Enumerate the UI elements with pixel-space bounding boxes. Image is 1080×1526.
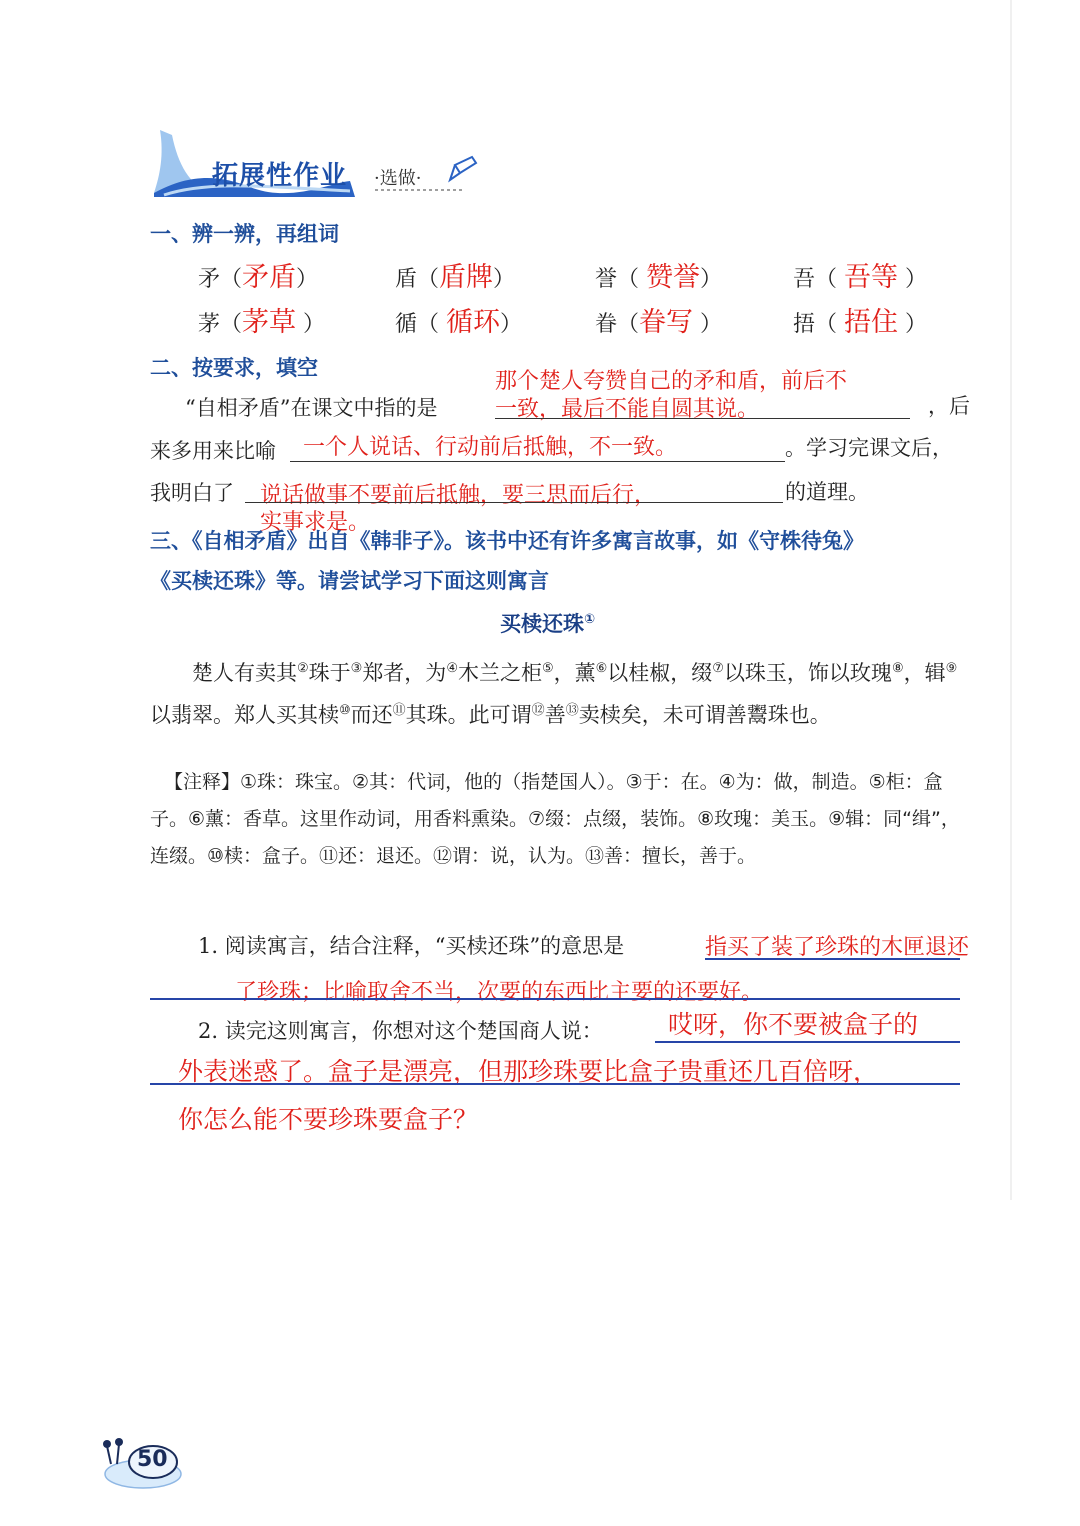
- header-subtitle: ·选做·: [374, 168, 422, 189]
- page-number: 50: [137, 1447, 168, 1472]
- prompt-text: 。学习完课文后，: [785, 436, 953, 460]
- answer-text: 外表迷惑了。盒子是漂亮，但那珍珠要比盒子贵重还几百倍呀，: [178, 1057, 879, 1086]
- word-pair: 矛（矛盾）: [198, 262, 319, 293]
- answer-text: 了珍珠；比喻取舍不当，次要的东西比主要的还要好。: [235, 980, 764, 1005]
- question-2: 2. 读完这则寓言，你想对这个楚国商人说：: [198, 1019, 603, 1043]
- prompt-text: 的道理。: [785, 480, 869, 504]
- answer-underline: [495, 418, 910, 419]
- word-pair: 誉（ 赞誉）: [595, 262, 723, 293]
- answer-underline: [290, 461, 785, 462]
- answer-underline: [655, 1041, 960, 1043]
- answer-text: 指买了装了珍珠的木匣退还: [705, 935, 970, 960]
- word-pair: 眷（眷写 ）: [595, 307, 723, 338]
- answer-text: 那个楚人夸赞自己的矛和盾，前后不: [495, 369, 848, 394]
- word-pair: 吾（ 吾等 ）: [793, 262, 928, 293]
- word-pair: 茅（茅草 ）: [198, 307, 326, 338]
- section3-heading: 三、《自相矛盾》出自《韩非子》。该书中还有许多寓言故事，如《守株待兔》: [150, 529, 864, 553]
- answer-text: 哎呀，你不要被盒子的: [668, 1010, 919, 1039]
- answer-text: 说话做事不要前后抵触，要三思而后行，: [260, 483, 657, 508]
- word-pair: 捂（ 捂住 ）: [793, 307, 928, 338]
- prompt-text: “自相矛盾”在课文中指的是: [185, 396, 438, 420]
- answer-underline: [150, 1083, 960, 1085]
- header-title: 拓展性作业: [212, 161, 348, 191]
- prompt-text: 来多用来比喻: [150, 439, 276, 463]
- answer-text: 实事求是。: [260, 510, 371, 535]
- answer-underline: [150, 998, 960, 1000]
- section1-heading: 一、辨一辨，再组词: [150, 222, 339, 246]
- page-edge: [1010, 0, 1012, 1200]
- annotation-notes: 【注释】①珠：珠宝。②其：代词，他的（指楚国人）。③于：在。④为：做，制造。⑤柜：盒子。⑥薰：香草。这里作动词，用香料熏染。⑦缀：点缀，装饰。⑧玫瑰：美玉。⑨辑：同“缉”，连缀。⑩椟：盒子。⑪还：退还。⑫谓：说，认为。⑬善：擅长，善于。: [150, 771, 960, 867]
- prompt-text: ，后: [928, 394, 970, 418]
- section3-heading-line2: 《买椟还珠》等。请尝试学习下面这则寓言: [150, 569, 549, 593]
- word-pair: 循（ 循环）: [395, 307, 523, 338]
- answer-underline: [245, 502, 783, 503]
- section2-heading: 二、按要求，填空: [150, 356, 318, 380]
- answer-text: 一致，最后不能自圆其说。: [495, 397, 760, 422]
- question-1: 1. 阅读寓言，结合注释，“买椟还珠”的意思是: [198, 934, 625, 958]
- word-pair: 盾（盾牌）: [395, 262, 516, 293]
- story-text: 楚人有卖其②珠于③郑者，为④木兰之柜⑤，薰⑥以桂椒，缀⑦以珠玉，饰以玫瑰⑧，辑⑨以翡翠。郑人买其椟⑩而还⑪其珠。此可谓⑫善⑬卖椟矣，未可谓善鬻珠也。: [150, 661, 958, 727]
- answer-text: 你怎么能不要珍珠要盒子？: [178, 1105, 479, 1134]
- answer-text: 一个人说话、行动前后抵触，不一致。: [303, 435, 678, 460]
- story-title: 买椟还珠①: [500, 612, 596, 636]
- prompt-text: 我明白了: [150, 481, 234, 505]
- answer-underline: [705, 958, 960, 960]
